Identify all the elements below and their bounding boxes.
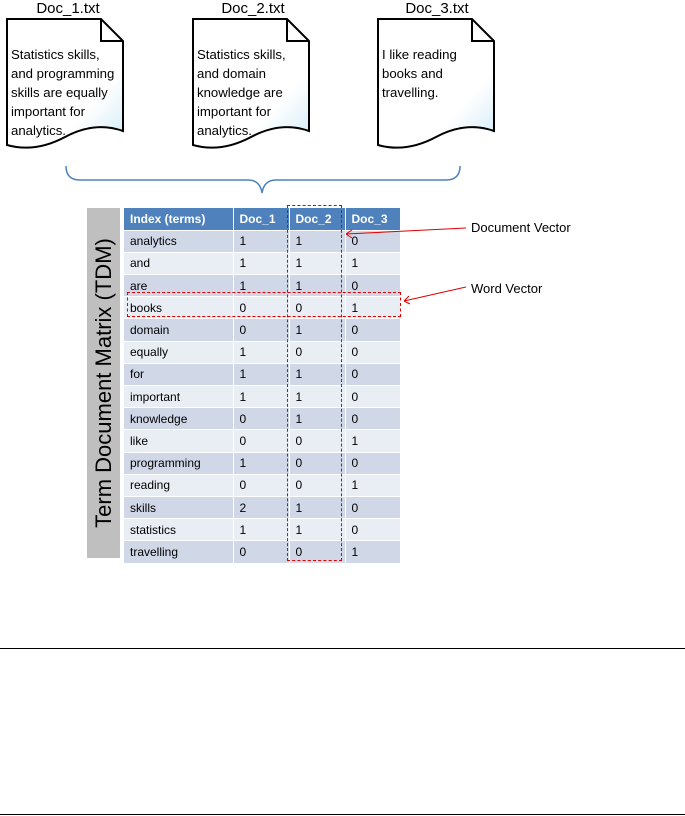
count-cell: 1 (233, 230, 289, 252)
count-cell: 0 (233, 474, 289, 496)
term-cell: reading (124, 474, 233, 496)
count-cell: 1 (289, 363, 345, 385)
term-cell: equally (124, 341, 233, 363)
term-cell: for (124, 363, 233, 385)
count-cell: 0 (233, 297, 289, 319)
header-doc-2: Doc_2 (289, 208, 345, 230)
count-cell: 1 (289, 252, 345, 274)
term-cell: skills (124, 496, 233, 518)
term-cell: domain (124, 319, 233, 341)
count-cell: 1 (345, 252, 400, 274)
count-cell: 0 (345, 319, 400, 341)
term-cell: analytics (124, 230, 233, 252)
count-cell: 0 (289, 341, 345, 363)
count-cell: 0 (233, 408, 289, 430)
count-cell: 0 (345, 519, 400, 541)
count-cell: 0 (233, 430, 289, 452)
term-cell: and (124, 252, 233, 274)
count-cell: 0 (345, 275, 400, 297)
doc-1-title: Doc_1.txt (36, 0, 100, 17)
doc-1-text: Statistics skills, and programming skills are equally important for analytics. (11, 47, 115, 138)
term-cell: statistics (124, 519, 233, 541)
count-cell: 0 (233, 319, 289, 341)
term-cell: like (124, 430, 233, 452)
count-cell: 1 (289, 319, 345, 341)
count-cell: 0 (289, 541, 345, 563)
count-cell: 1 (233, 363, 289, 385)
horizontal-rule-bottom (0, 814, 685, 815)
count-cell: 1 (289, 275, 345, 297)
term-cell: travelling (124, 541, 233, 563)
word-vector-label: Word Vector (471, 281, 543, 296)
count-cell: 0 (345, 386, 400, 408)
count-cell: 1 (233, 452, 289, 474)
doc-3-title: Doc_3.txt (405, 0, 469, 17)
count-cell: 1 (233, 519, 289, 541)
header-doc-3: Doc_3 (345, 208, 400, 230)
count-cell: 1 (289, 386, 345, 408)
count-cell: 0 (289, 430, 345, 452)
count-cell: 1 (233, 341, 289, 363)
count-cell: 0 (345, 341, 400, 363)
doc-2-title: Doc_2.txt (221, 0, 285, 17)
horizontal-rule-top (0, 648, 685, 649)
count-cell: 1 (345, 541, 400, 563)
count-cell: 0 (289, 452, 345, 474)
count-cell: 0 (289, 474, 345, 496)
tdm-side-label-text: Term Document Matrix (TDM) (90, 238, 116, 528)
header-doc-1: Doc_1 (233, 208, 289, 230)
count-cell: 0 (345, 452, 400, 474)
header-index: Index (terms) (124, 208, 233, 230)
term-cell: knowledge (124, 408, 233, 430)
term-cell: books (124, 297, 233, 319)
count-cell: 1 (233, 386, 289, 408)
term-cell: important (124, 386, 233, 408)
count-cell: 1 (233, 275, 289, 297)
count-cell: 0 (233, 541, 289, 563)
count-cell: 0 (345, 496, 400, 518)
doc-3-text: I like reading books and travelling. (382, 47, 457, 100)
count-cell: 1 (345, 430, 400, 452)
count-cell: 0 (345, 230, 400, 252)
count-cell: 1 (289, 408, 345, 430)
doc-2-text: Statistics skills, and domain knowledge are important for analytics. (197, 47, 286, 138)
count-cell: 1 (345, 474, 400, 496)
count-cell: 1 (289, 496, 345, 518)
count-cell: 1 (289, 519, 345, 541)
term-cell: programming (124, 452, 233, 474)
count-cell: 0 (345, 408, 400, 430)
count-cell: 2 (233, 496, 289, 518)
count-cell: 0 (345, 363, 400, 385)
count-cell: 1 (233, 252, 289, 274)
count-cell: 0 (289, 297, 345, 319)
term-cell: are (124, 275, 233, 297)
document-vector-label: Document Vector (471, 220, 571, 235)
count-cell: 1 (289, 230, 345, 252)
count-cell: 1 (345, 297, 400, 319)
